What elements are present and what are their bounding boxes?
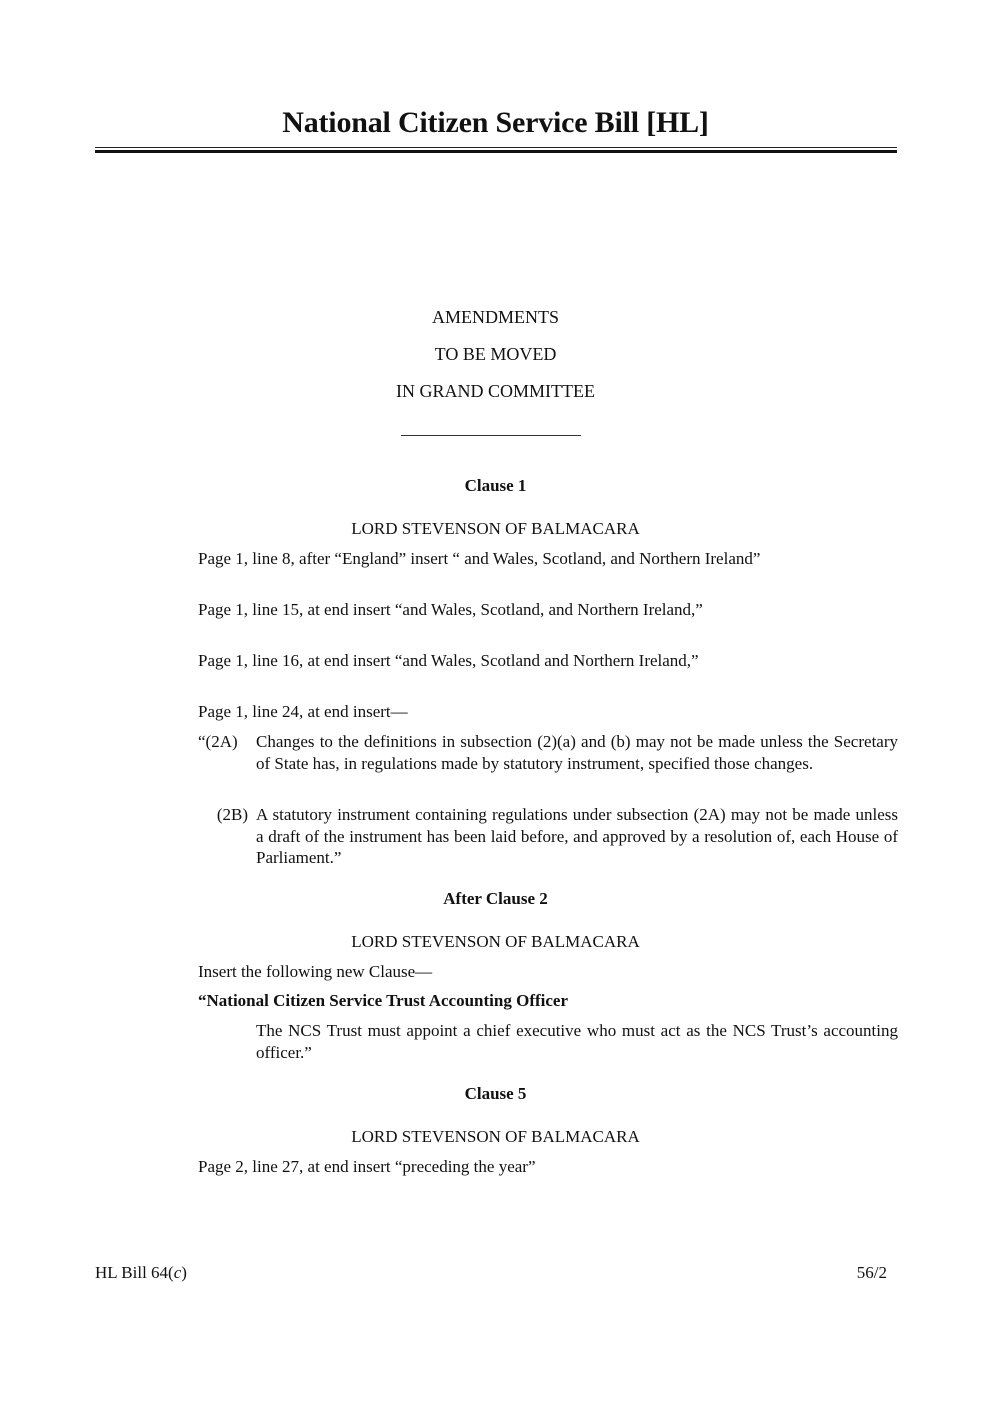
bill-ref-italic: c <box>173 1263 182 1282</box>
section-heading-clause-5: Clause 5 <box>464 1084 527 1103</box>
member-name: LORD STEVENSON OF BALMACARA <box>351 1127 640 1146</box>
amendment-1: Page 1, line 8, after “England” insert “ and Wales, Scotland, and Northern Ireland” <box>198 549 761 568</box>
title-rule-thin <box>95 147 897 148</box>
section-heading-after-clause-2: After Clause 2 <box>443 889 548 908</box>
subsection-2a <box>198 731 898 774</box>
member-name: LORD STEVENSON OF BALMACARA <box>351 932 640 951</box>
subsection-number: (2B) <box>216 805 248 824</box>
amendment-2: Page 1, line 15, at end insert “and Wales, Scotland, and Northern Ireland,” <box>198 600 703 619</box>
new-clause-title: “National Citizen Service Trust Accounting Officer <box>198 991 569 1010</box>
member-name: LORD STEVENSON OF BALMACARA <box>351 519 640 538</box>
intro-divider <box>401 435 581 436</box>
title-rule-thick <box>95 150 897 153</box>
subsection-2b <box>198 804 898 869</box>
section-heading-clause-1: Clause 1 <box>464 476 527 495</box>
new-clause-intro: Insert the following new Clause— <box>198 962 433 981</box>
amendment-4: Page 1, line 24, at end insert— <box>198 702 408 721</box>
bill-ref-suffix: ) <box>181 1263 187 1282</box>
amendment-3: Page 1, line 16, at end insert “and Wales, Scotland and Northern Ireland,” <box>198 651 699 670</box>
intro-line-1: AMENDMENTS <box>431 307 559 327</box>
subsection-text: A statutory instrument containing regulations under subsection (2A) may not be made unless a draft of the instrument has been laid before, and approved by a resolution of, each House of Parliament.” <box>256 805 898 867</box>
document-title: National Citizen Service Bill [HL] <box>282 106 709 139</box>
intro-line-2: TO BE MOVED <box>434 344 557 364</box>
subsection-number: “(2A) <box>198 732 238 751</box>
intro-line-3: IN GRAND COMMITTEE <box>396 381 595 401</box>
amendment-5: Page 2, line 27, at end insert “preceding the year” <box>198 1157 536 1176</box>
new-clause-text: The NCS Trust must appoint a chief executive who must act as the NCS Trust’s accounting officer.” <box>256 1021 898 1062</box>
footer-bill-reference <box>95 1263 187 1283</box>
bill-ref-prefix: HL Bill 64( <box>95 1263 174 1282</box>
subsection-text: Changes to the definitions in subsection (2)(a) and (b) may not be made unless the Secretary of State has, in regulations made by statutory instrument, specified those changes. <box>256 732 898 773</box>
footer-page-reference: 56/2 <box>856 1263 887 1282</box>
